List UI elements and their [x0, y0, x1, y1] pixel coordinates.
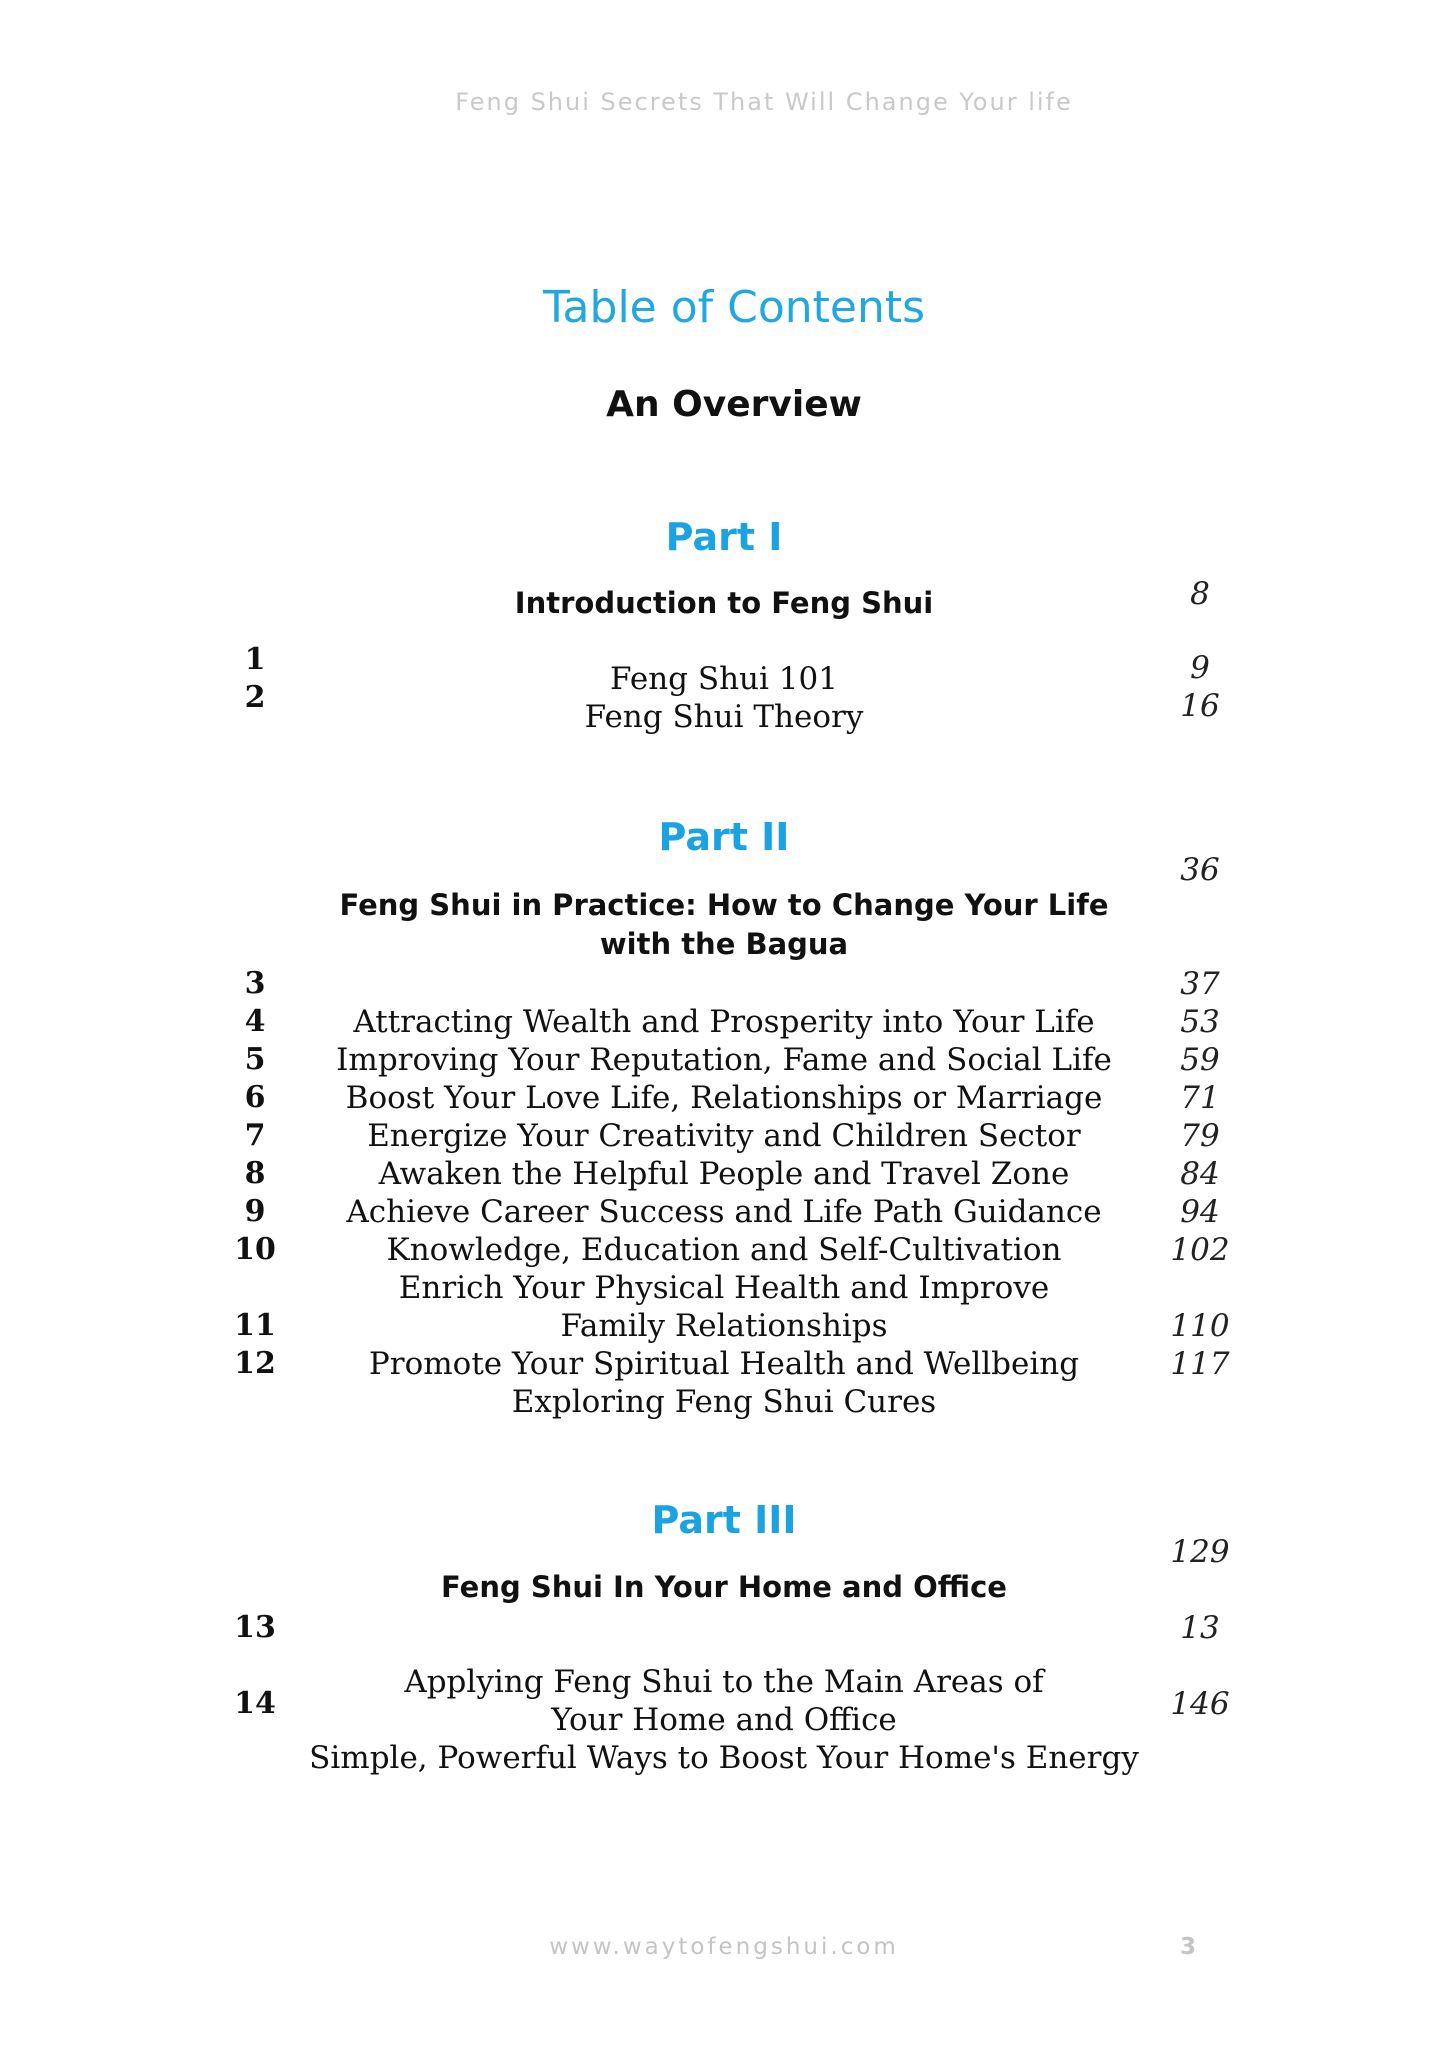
part-2-section-page: 36: [1180, 852, 1220, 888]
chapter-page: 16: [1180, 688, 1220, 724]
chapter-page: 9: [1190, 650, 1210, 686]
chapter-title: Feng Shui Theory: [584, 699, 864, 735]
chapter-title: Applying Feng Shui to the Main Areas of: [404, 1664, 1044, 1700]
chapter-title: Your Home and Office: [551, 1702, 897, 1738]
chapter-title: Promote Your Spiritual Health and Wellbeing: [368, 1346, 1080, 1382]
chapter-number: 12: [234, 1346, 276, 1381]
chapter-page: 102: [1170, 1232, 1230, 1268]
chapter-number: 9: [244, 1194, 266, 1229]
part-2-section-title-line2: with the Bagua: [599, 927, 849, 961]
chapter-number: 3: [244, 966, 266, 1001]
part-1-section-page: 8: [1190, 576, 1210, 612]
chapter-title: Simple, Powerful Ways to Boost Your Home's Energy: [309, 1740, 1139, 1776]
chapter-page: 94: [1180, 1194, 1220, 1230]
chapter-number: 1: [244, 642, 266, 677]
chapter-page: 117: [1170, 1346, 1230, 1382]
chapter-title: Exploring Feng Shui Cures: [511, 1384, 937, 1420]
chapter-page: 110: [1170, 1308, 1230, 1344]
chapter-number: 14: [234, 1686, 276, 1721]
chapter-page: 13: [1180, 1610, 1220, 1646]
footer-url: www.waytofengshui.com: [549, 1934, 899, 1960]
chapter-page: 146: [1170, 1686, 1230, 1722]
chapter-number: 10: [234, 1232, 276, 1267]
part-1-heading: Part I: [665, 515, 783, 559]
part-1-section-title: Introduction to Feng Shui: [514, 586, 934, 620]
chapter-number: 13: [234, 1610, 276, 1645]
toc-title: Table of Contents: [542, 282, 926, 333]
chapter-page: 84: [1180, 1156, 1220, 1192]
chapter-title: Energize Your Creativity and Children Sector: [367, 1118, 1081, 1154]
chapter-number: 8: [244, 1156, 266, 1191]
chapter-page: 79: [1180, 1118, 1220, 1154]
chapter-number: 7: [244, 1118, 266, 1153]
part-3-section-page: 129: [1170, 1534, 1230, 1570]
chapter-title: Attracting Wealth and Prosperity into Your Life: [353, 1004, 1095, 1040]
chapter-title: Improving Your Reputation, Fame and Social Life: [336, 1042, 1112, 1078]
chapter-number: 11: [234, 1308, 276, 1343]
chapter-number: 6: [244, 1080, 266, 1115]
chapter-page: 71: [1180, 1080, 1220, 1116]
chapter-title: Awaken the Helpful People and Travel Zone: [378, 1156, 1070, 1192]
chapter-title: Enrich Your Physical Health and Improve: [398, 1270, 1050, 1306]
chapter-title: Boost Your Love Life, Relationships or Marriage: [345, 1080, 1103, 1116]
chapter-title: Knowledge, Education and Self-Cultivation: [386, 1232, 1062, 1268]
chapter-title: Feng Shui 101: [610, 661, 838, 697]
chapter-number: 5: [244, 1042, 266, 1077]
running-header: Feng Shui Secrets That Will Change Your life: [455, 88, 1073, 116]
chapter-number: 4: [244, 1004, 266, 1039]
part-2-heading: Part II: [658, 815, 790, 859]
chapter-page: 59: [1180, 1042, 1220, 1078]
overview-heading: An Overview: [606, 384, 862, 425]
chapter-page: 53: [1180, 1004, 1220, 1040]
chapter-title: Achieve Career Success and Life Path Guidance: [346, 1194, 1102, 1230]
chapter-page: 37: [1180, 966, 1220, 1002]
chapter-number: 2: [244, 680, 266, 715]
part-3-section-title: Feng Shui In Your Home and Office: [441, 1570, 1007, 1604]
chapter-title: Family Relationships: [560, 1308, 888, 1344]
part-2-section-title-line1: Feng Shui in Practice: How to Change Your Life: [339, 888, 1109, 922]
footer-page-number: 3: [1179, 1934, 1196, 1960]
part-3-heading: Part III: [651, 1498, 797, 1542]
